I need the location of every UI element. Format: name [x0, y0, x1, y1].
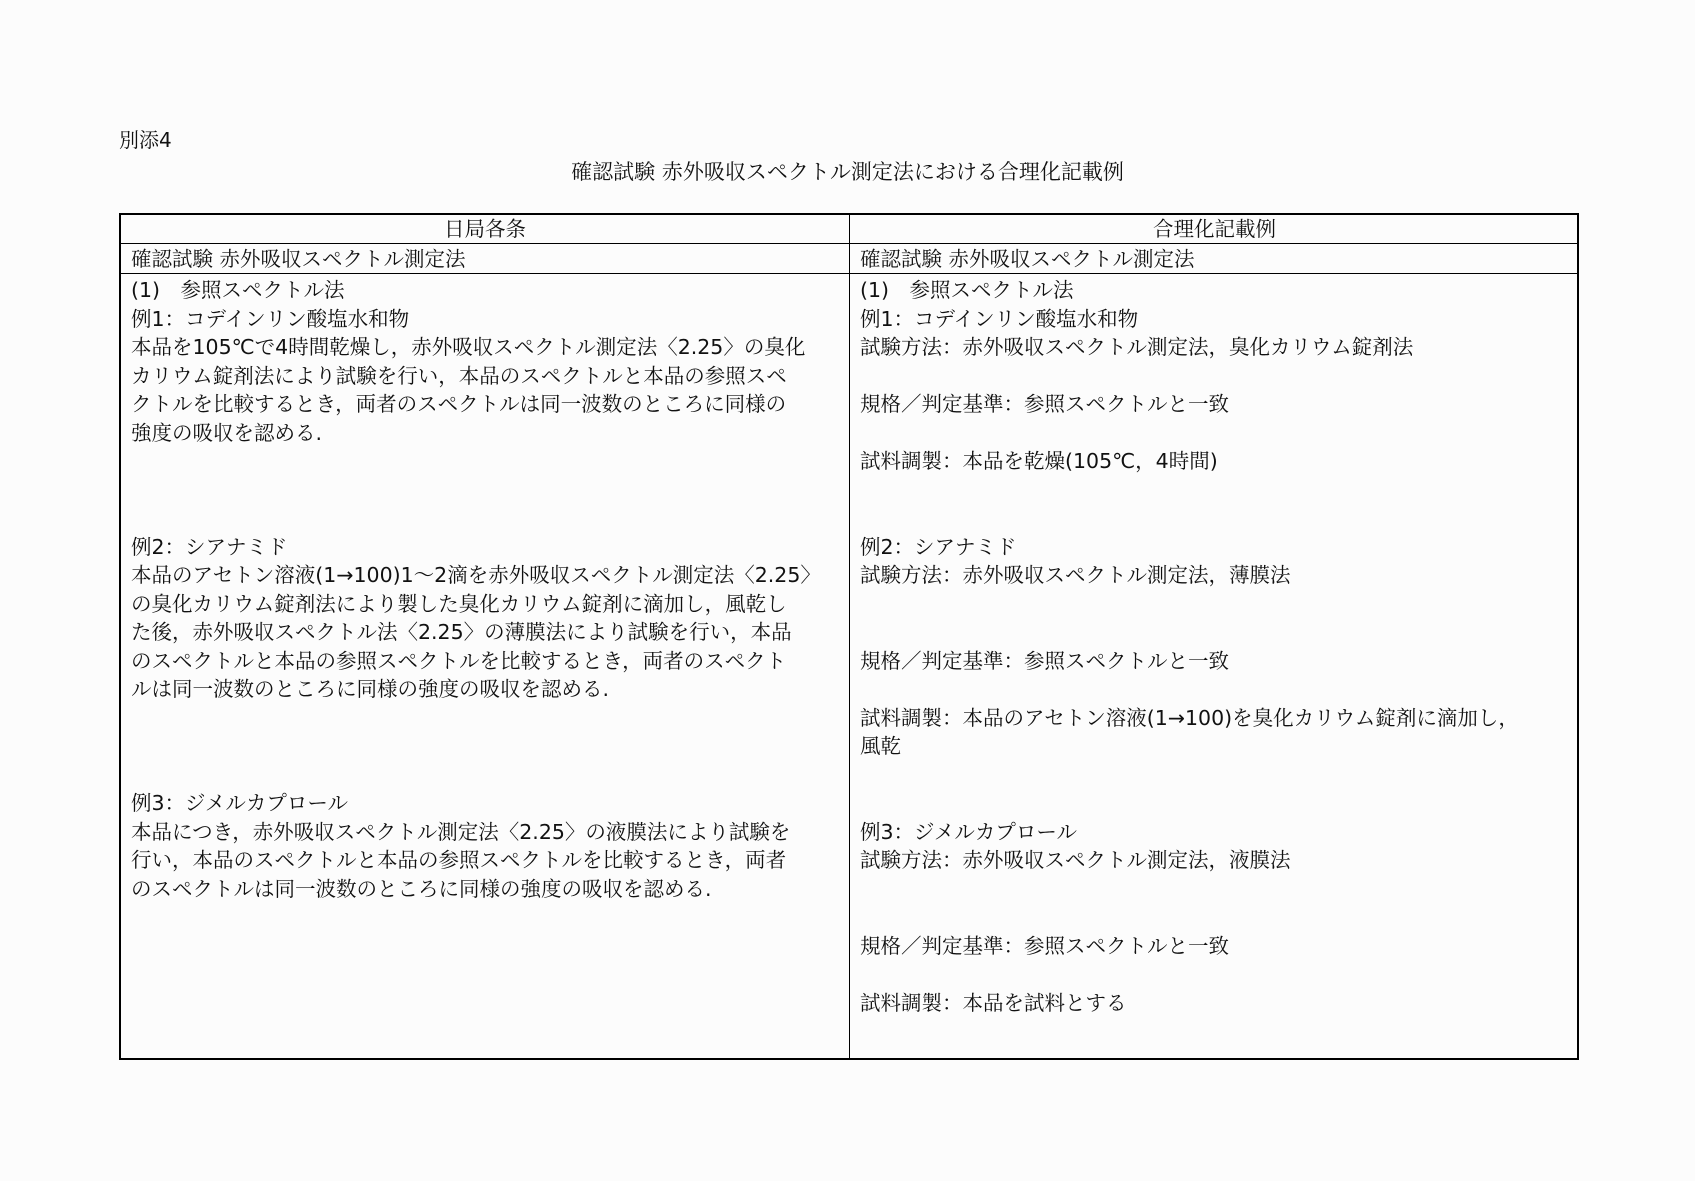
- text-line: [860, 789, 1572, 818]
- text-line: 規格／判定基準：参照スペクトルと一致: [860, 392, 1229, 416]
- text-line: 規格／判定基準：参照スペクトルと一致: [860, 648, 1229, 673]
- text-line: 例2：シアナミド: [860, 534, 1017, 559]
- text-line: カリウム錠剤法により試験を行い，本品のスペクトルと本品の参照スペ: [131, 363, 787, 388]
- text-line: のスペクトルと本品の参照スペクトルを比較するとき，両者のスペクト: [131, 648, 787, 673]
- text-line: た後，赤外吸収スペクトル法〈2.25〉の薄膜法により試験を行い，本品: [131, 620, 792, 644]
- text-line: (1) 参照スペクトル法: [860, 278, 1074, 302]
- text-line: [860, 419, 1572, 448]
- text-line: 試験方法：赤外吸収スペクトル測定法，液膜法: [860, 848, 1291, 872]
- text-line: 試料調製：本品のアセトン溶液(1→100)を臭化カリウム錠剤に滴加し，: [860, 705, 1519, 730]
- text-line: [131, 761, 843, 790]
- subheader-right: 確認試験 赤外吸収スペクトル測定法: [860, 247, 1195, 271]
- text-line: [131, 504, 843, 533]
- text-line: [131, 447, 843, 476]
- text-line: [860, 362, 1572, 391]
- text-line: 規格／判定基準：参照スペクトルと一致: [860, 933, 1229, 958]
- header-jp-monograph: 日局各条: [444, 217, 526, 241]
- text-line: 試料調製：本品を乾燥(105℃，4時間): [860, 449, 1218, 473]
- text-line: 例1：コデインリン酸塩水和物: [131, 306, 410, 331]
- text-line: 本品につき，赤外吸収スペクトル測定法〈2.25〉の液膜法により試験を: [131, 819, 791, 844]
- text-line: (1) 参照スペクトル法: [131, 278, 345, 302]
- text-line: ルは同一波数のところに同様の強度の吸収を認める.: [131, 677, 610, 701]
- text-line: [860, 590, 1572, 619]
- text-line: 例1：コデインリン酸塩水和物: [860, 306, 1139, 331]
- left-column-body: [131, 276, 843, 903]
- column-divider: [849, 215, 850, 1058]
- text-line: 試料調製：本品を試料とする: [860, 990, 1127, 1015]
- annex-label: 別添4: [119, 128, 172, 152]
- text-line: [131, 704, 843, 733]
- text-line: [860, 476, 1572, 505]
- text-line: [860, 618, 1572, 647]
- text-line: 例3：ジメルカプロール: [860, 819, 1078, 844]
- document-title: 確認試験 赤外吸収スペクトル測定法における合理化記載例: [571, 160, 1124, 184]
- text-line: 例2：シアナミド: [131, 534, 288, 559]
- text-line: 例3：ジメルカプロール: [131, 791, 349, 815]
- text-line: [131, 732, 843, 761]
- text-line: 試験方法：赤外吸収スペクトル測定法，薄膜法: [860, 563, 1291, 587]
- text-line: の臭化カリウム錠剤法により製した臭化カリウム錠剤に滴加し，風乾し: [131, 591, 787, 616]
- text-line: [860, 903, 1572, 932]
- header-streamlined-example: 合理化記載例: [1153, 217, 1276, 241]
- text-line: 行い，本品のスペクトルと本品の参照スペクトルを比較するとき，両者: [131, 848, 787, 872]
- text-line: [860, 960, 1572, 989]
- text-line: [860, 761, 1572, 790]
- subheader-left: 確認試験 赤外吸収スペクトル測定法: [131, 247, 466, 271]
- text-line: [860, 504, 1572, 533]
- comparison-table: [119, 213, 1579, 1060]
- text-line: 風乾: [860, 734, 901, 758]
- text-line: クトルを比較するとき，両者のスペクトルは同一波数のところに同様の: [131, 392, 787, 416]
- text-line: 試験方法：赤外吸収スペクトル測定法，臭化カリウム錠剤法: [860, 335, 1414, 359]
- text-line: [860, 675, 1572, 704]
- right-column-body: [860, 276, 1572, 1017]
- text-line: [860, 875, 1572, 904]
- text-line: [131, 476, 843, 505]
- text-line: のスペクトルは同一波数のところに同様の強度の吸収を認める.: [131, 876, 712, 901]
- text-line: 本品を105℃で4時間乾燥し，赤外吸収スペクトル測定法〈2.25〉の臭化: [131, 335, 806, 359]
- text-line: 強度の吸収を認める.: [131, 420, 323, 445]
- text-line: 本品のアセトン溶液(1→100)1～2滴を赤外吸収スペクトル測定法〈2.25〉: [131, 563, 821, 587]
